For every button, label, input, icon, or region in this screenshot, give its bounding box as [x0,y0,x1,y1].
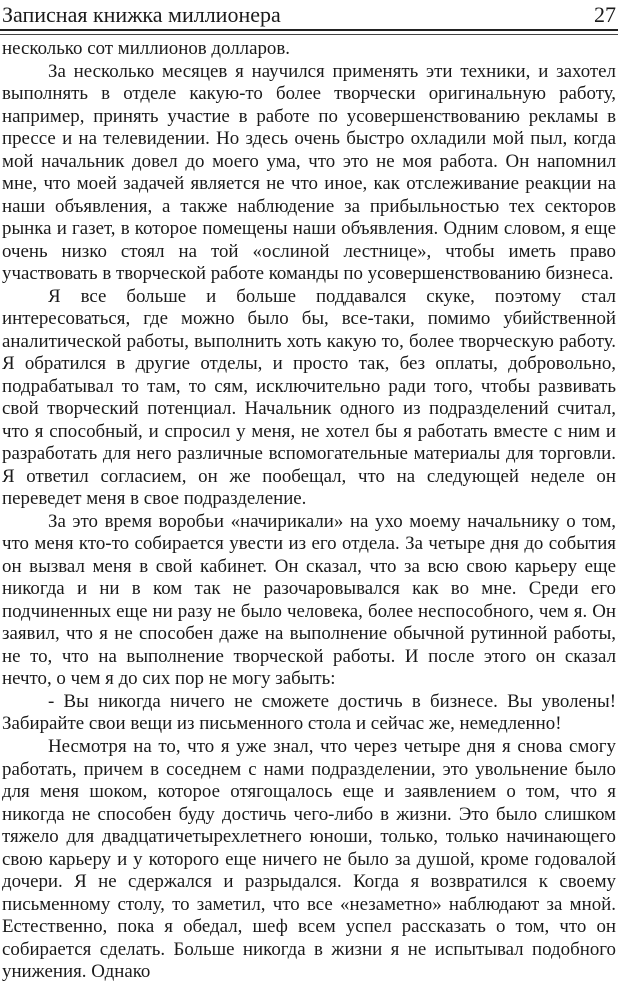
running-header [2,0,616,28]
paragraph: За это время воробьи «начирикали» на ухо моему начальнику о том, что меня кто-то собирается увести из его отдела. За четыре дня до события он вызвал меня в свой кабинет. Он сказал, что за всю свою карьеру еще никогда и ни в ком так не разочаровывался как во мне. Среди его подчиненных еще ни разу не было человека, более неспособного, чем я. Он заявил, что я не способен даже на выполнение обычной рутинной работы, не то, что на выполнение творческой работы. И после этого он сказал нечто, о чем я до сих пор не могу забыть: [2,510,616,690]
header-rule-thin [0,34,618,35]
body-text [2,38,616,984]
paragraph: Несмотря на то, что я уже знал, что через четыре дня я снова смогу работать, причем в соседнем с нами подразделении, это увольнение было для меня шоком, которое отягощалось еще и заявлением о том, что я никогда не способен буду достичь чего-либо в жизни. Это было слишком тяжело для двадцатичетырехлетнего юноши, только, только начинающего свою карьеру и у которого еще ничего не было за душой, кроме годовалой дочери. Я не сдержался и разрыдался. Когда я возвратился к своему письменному столу, то заметил, что все «незаметно» наблюдают за мной. Естественно, пока я обедал, шеф всем успел рассказать о том, что он собирается сделать. Больше никогда в жизни я не испытывал подобного унижения. Однако [2,735,616,983]
paragraph-dialogue: - Вы никогда ничего не сможете достичь в бизнесе. Вы уволены! Забирайте свои вещи из письменного стола и сейчас же, немедленно! [2,690,616,735]
paragraph: несколько сот миллионов долларов. [2,38,290,59]
paragraph: Я все больше и больше поддавался скуке, поэтому стал интересоваться, где можно было бы, все-таки, помимо убийственной аналитической работы, выполнить хоть какую то, более творческую работу. Я обратился в другие отделы, и просто так, без оплаты, добровольно, подрабатывал то там, то сям, исключительно ради того, чтобы развивать свой творческий потенциал. Начальник одного из подразделений считал, что я способный, и спросил у меня, не хотел бы я работать вместе с ним и разработать для него различные вспомогательные материалы для торговли. Я ответил согласием, он же пообещал, что на следующей неделе он переведет меня в свое подразделение. [2,285,616,510]
page-number: 27 [594,2,616,27]
book-title: Записная книжка миллионера [2,2,281,27]
paragraph: За несколько месяцев я научился применять эти техники, и захотел выполнять в отделе какую-то более творчески оригинальную работу, например, принять участие в работе по усовершенствованию рекламы в прессе и на телевидении. Но здесь очень быстро охладили мой пыл, когда мой начальник довел до моего ума, что это не моя работа. Он напомнил мне, что моей задачей является не что иное, как отслеживание реакции на наши объявления, а также наблюдение за прибыльностью тех секторов рынка и газет, в которое помещены наши объявления. Одним словом, я еще очень низко стоял на той «ослиной лестнице», чтобы иметь право участвовать в творческой работе команды по усовершенствованию бизнеса. [2,60,616,285]
header-rule [0,29,618,31]
